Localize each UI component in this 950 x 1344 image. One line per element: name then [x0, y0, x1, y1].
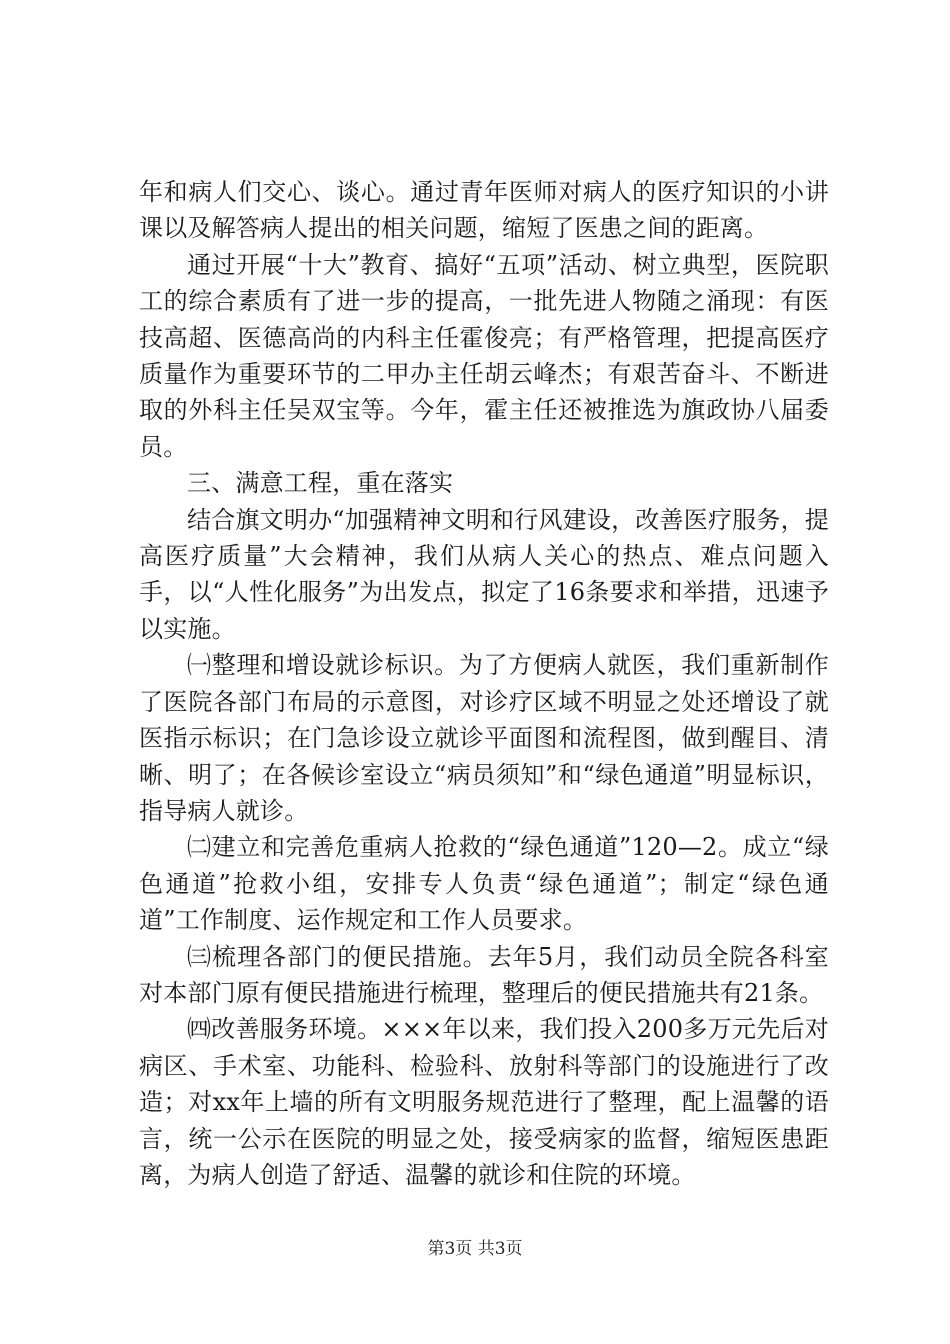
paragraph-item-4: ㈣改善服务环境。×××年以来，我们投入200多万元先后对病区、手术室、功能科、检验科、放射科等部门的设施进行了改造；对xx年上墙的所有文明服务规范进行了整理，配上温馨的语言，统一公示在医院的明显之处，接受病家的监督，缩短医患距离，为病人创造了舒适、温馨的就诊和住院的环境。 — [139, 1015, 829, 1189]
section-heading-3: 三、满意工程，重在落实 — [187, 469, 454, 498]
paragraph-2: 通过开展“十大”教育、搞好“五项”活动、树立典型，医院职工的综合素质有了进一步的提高，一批先进人物随之涌现：有医技高超、医德高尚的内科主任霍俊亮；有严格管理，把提高医疗质量作为重要环节的二甲办主任胡云峰杰；有艰苦奋斗、不断进取的外科主任吴双宝等。今年，霍主任还被推选为旗政协八届委员。 — [139, 250, 829, 461]
paragraph-item-2: ㈡建立和完善危重病人抢救的“绿色通道”120—2。成立“绿色通道”抢救小组，安排专人负责“绿色通道”；制定“绿色通道”工作制度、运作规定和工作人员要求。 — [139, 833, 829, 935]
paragraph-1: 年和病人们交心、谈心。通过青年医师对病人的医疗知识的小讲课以及解答病人提出的相关问题，缩短了医患之间的距离。 — [139, 178, 829, 243]
paragraph-item-1: ㈠整理和增设就诊标识。为了方便病人就医，我们重新制作了医院各部门布局的示意图，对诊疗区域不明显之处还增设了就医指示标识；在门急诊设立就诊平面图和流程图，做到醒目、清晰、明了；在各候诊室设立“病员须知”和“绿色通道”明显标识，指导病人就诊。 — [139, 651, 829, 825]
paragraph-item-3: ㈢梳理各部门的便民措施。去年5月，我们动员全院各科室对本部门原有便民措施进行梳理，整理后的便民措施共有21条。 — [139, 942, 829, 1007]
page-footer: 第3页 共3页 — [427, 1239, 523, 1259]
paragraph-4: 结合旗文明办“加强精神文明和行风建设，改善医疗服务，提高医疗质量”大会精神，我们从病人关心的热点、难点问题入手，以“人性化服务”为出发点，拟定了16条要求和举措，迅速予以实施。 — [139, 505, 829, 643]
document-body — [139, 174, 829, 1193]
